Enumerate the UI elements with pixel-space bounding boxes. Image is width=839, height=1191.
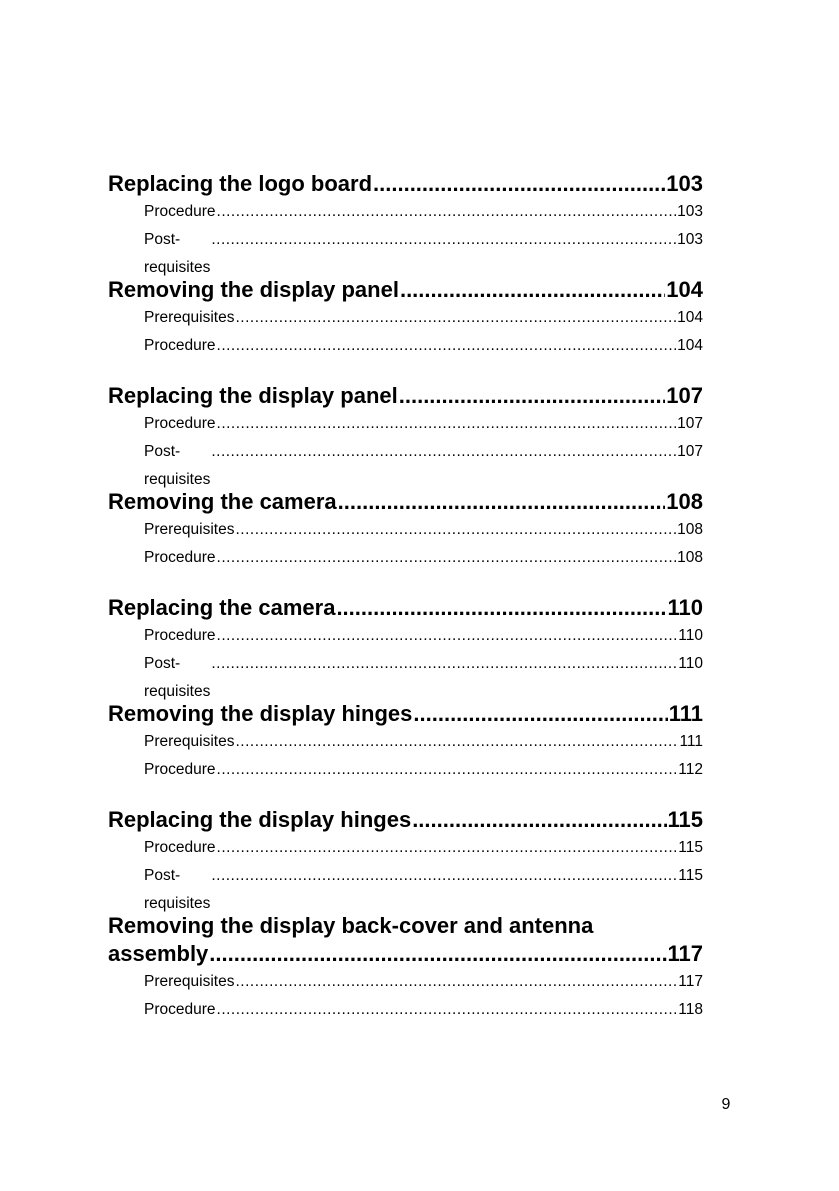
- toc-section: [108, 488, 703, 572]
- toc-heading[interactable]: [108, 594, 703, 622]
- toc-heading-page: 111: [668, 701, 703, 726]
- toc-entry-label: Post-requisites: [144, 867, 211, 912]
- toc-entry-label: Procedure: [144, 839, 216, 856]
- toc-entry-label: Procedure: [144, 627, 216, 644]
- toc-entry[interactable]: [144, 410, 703, 438]
- toc-heading-title: Replacing the camera: [108, 595, 336, 620]
- toc-entry[interactable]: [144, 332, 703, 360]
- toc-entry-label: Post-requisites: [144, 655, 211, 700]
- dot-leader: [217, 996, 678, 1024]
- toc-section: [108, 594, 703, 700]
- dot-leader: [235, 728, 678, 756]
- dot-leader: [217, 410, 677, 438]
- toc-entry-page: 118: [678, 1001, 703, 1018]
- toc-entry[interactable]: [144, 728, 703, 756]
- toc-entry[interactable]: [144, 968, 703, 996]
- toc-entry-page: 107: [677, 443, 703, 460]
- toc-entry-label: Procedure: [144, 1001, 216, 1018]
- toc-entry-page: 103: [677, 203, 703, 220]
- toc-heading-title: Removing the camera: [108, 489, 337, 514]
- dot-leader: [217, 834, 678, 862]
- toc-entry-label: Procedure: [144, 203, 216, 220]
- toc-heading-title-line1[interactable]: Removing the display back-cover and antenna: [108, 913, 594, 938]
- toc-entry-page: 107: [677, 415, 703, 432]
- toc-section: [108, 382, 703, 488]
- dot-leader: [336, 594, 666, 622]
- toc-entry[interactable]: [144, 862, 703, 912]
- toc-entry-page: 117: [678, 973, 703, 990]
- dot-leader: [217, 332, 677, 360]
- toc-entry-page: 108: [677, 521, 703, 538]
- dot-leader: [412, 806, 666, 834]
- toc-heading[interactable]: [108, 170, 703, 198]
- toc-heading-title-line2: assembly: [108, 941, 209, 966]
- toc-heading[interactable]: [108, 276, 703, 304]
- dot-leader: [338, 488, 666, 516]
- toc-entry[interactable]: [144, 622, 703, 650]
- dot-leader: [217, 198, 677, 226]
- toc-entry-page: 108: [677, 549, 703, 566]
- toc-heading[interactable]: [108, 806, 703, 834]
- dot-leader: [209, 940, 666, 968]
- toc-entry-label: Post-requisites: [144, 443, 211, 488]
- toc-heading-title: Replacing the logo board: [108, 171, 373, 196]
- toc-entry[interactable]: [144, 996, 703, 1024]
- toc-entry-page: 104: [677, 337, 703, 354]
- toc-entry[interactable]: [144, 198, 703, 226]
- toc-heading-page: 107: [666, 383, 703, 408]
- toc-entry-page: 112: [678, 761, 703, 778]
- toc-entry-label: Prerequisites: [144, 733, 235, 750]
- toc-entry-label: Prerequisites: [144, 973, 235, 990]
- toc-entry-page: 110: [678, 627, 703, 644]
- toc-entry-label: Procedure: [144, 761, 216, 778]
- toc-section: [108, 700, 703, 784]
- dot-leader: [211, 226, 676, 254]
- dot-leader: [400, 276, 665, 304]
- dot-leader: [235, 304, 676, 332]
- toc-heading-title: Removing the display hinges: [108, 701, 413, 726]
- dot-leader: [399, 382, 666, 410]
- toc-heading-page: 103: [666, 171, 703, 196]
- page-number: 9: [721, 1096, 731, 1113]
- toc-entry[interactable]: [144, 438, 703, 488]
- toc-heading[interactable]: [108, 700, 703, 728]
- dot-leader: [217, 622, 678, 650]
- toc-heading[interactable]: [108, 382, 703, 410]
- toc-heading-page: 104: [666, 277, 703, 302]
- table-of-contents: [108, 170, 703, 1046]
- dot-leader: [211, 862, 677, 890]
- toc-entry-page: 110: [678, 655, 703, 672]
- toc-section: [108, 912, 703, 1024]
- toc-heading-page: 115: [667, 807, 703, 832]
- toc-entry[interactable]: [144, 834, 703, 862]
- toc-section: [108, 806, 703, 912]
- toc-entry-label: Prerequisites: [144, 309, 235, 326]
- toc-entry[interactable]: [144, 516, 703, 544]
- toc-heading[interactable]: [108, 940, 703, 968]
- toc-heading[interactable]: [108, 488, 703, 516]
- toc-entry[interactable]: [144, 544, 703, 572]
- toc-entry[interactable]: [144, 650, 703, 700]
- toc-heading-page: 117: [667, 941, 703, 966]
- toc-section: [108, 276, 703, 360]
- dot-leader: [373, 170, 665, 198]
- toc-heading-title: Replacing the display hinges: [108, 807, 412, 832]
- dot-leader: [211, 650, 677, 678]
- toc-entry-page: 115: [678, 839, 703, 856]
- toc-entry[interactable]: [144, 756, 703, 784]
- toc-entry-label: Post-requisites: [144, 231, 211, 276]
- toc-entry-page: 111: [679, 733, 703, 750]
- dot-leader: [413, 700, 667, 728]
- dot-leader: [235, 516, 676, 544]
- toc-entry-page: 115: [678, 867, 703, 884]
- toc-section: [108, 170, 703, 276]
- toc-entry-label: Prerequisites: [144, 521, 235, 538]
- toc-entry-page: 103: [677, 231, 703, 248]
- dot-leader: [235, 968, 677, 996]
- toc-entry-label: Procedure: [144, 337, 216, 354]
- dot-leader: [217, 544, 677, 572]
- toc-heading-page: 110: [667, 595, 703, 620]
- toc-heading-title: Removing the display panel: [108, 277, 399, 302]
- toc-entry-label: Procedure: [144, 549, 216, 566]
- toc-entry-label: Procedure: [144, 415, 216, 432]
- dot-leader: [217, 756, 678, 784]
- toc-heading-title: Replacing the display panel: [108, 383, 398, 408]
- dot-leader: [211, 438, 676, 466]
- toc-entry[interactable]: [144, 226, 703, 276]
- toc-heading-page: 108: [666, 489, 703, 514]
- toc-entry[interactable]: [144, 304, 703, 332]
- toc-entry-page: 104: [677, 309, 703, 326]
